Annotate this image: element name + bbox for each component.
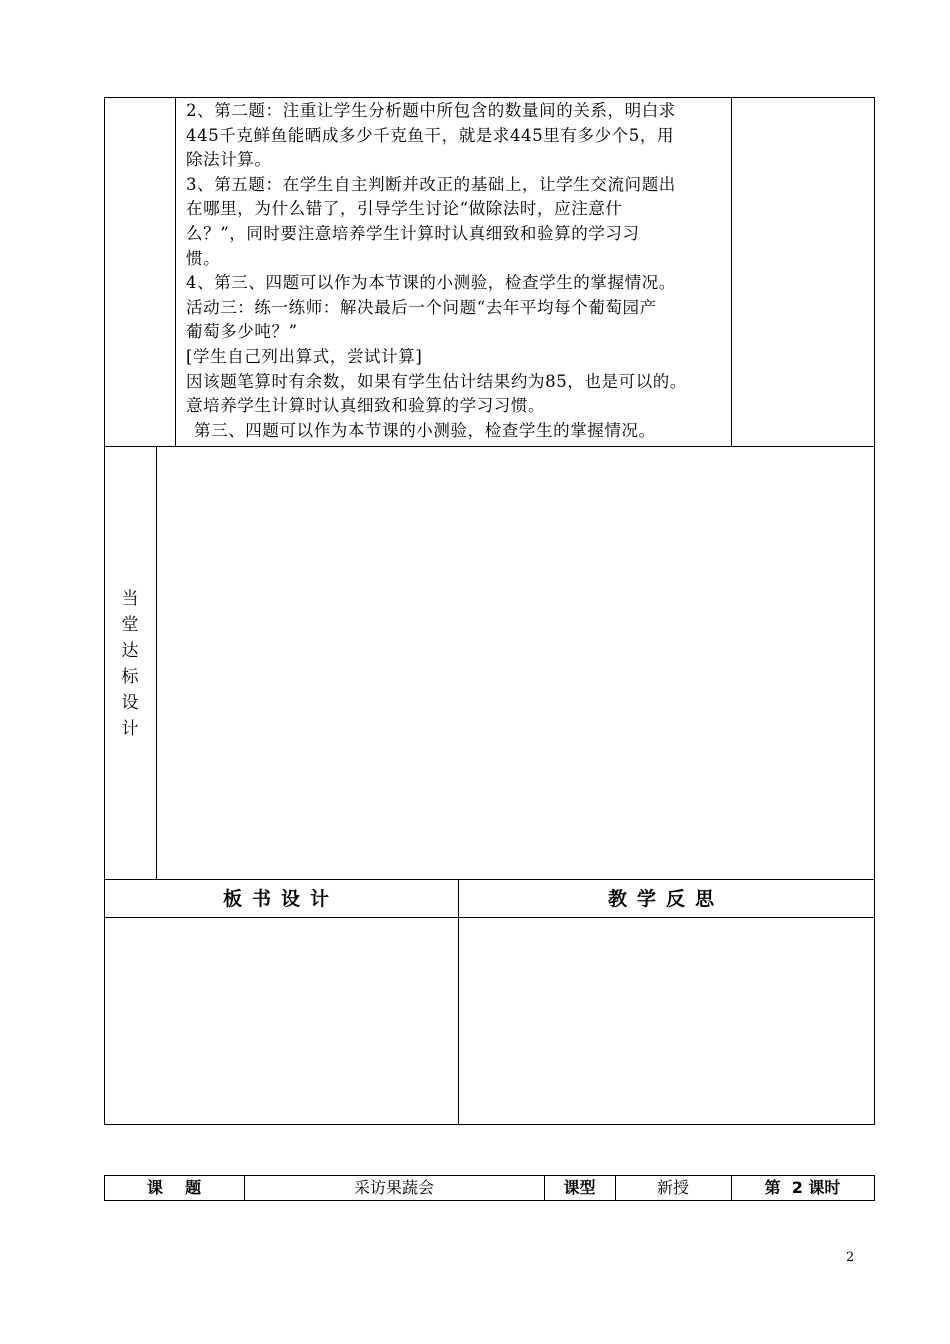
table-top-border	[104, 97, 875, 98]
board-bottom-border	[104, 1124, 875, 1125]
lesson-row-right	[874, 1175, 875, 1200]
label-char: 标	[121, 667, 139, 687]
label-char: 设	[121, 693, 139, 713]
activity-line: 除法计算。	[186, 150, 272, 170]
activity-bottom-border	[104, 446, 875, 447]
activity-line: [学生自己列出算式，尝试计算]	[186, 346, 423, 366]
label-char: 当	[121, 589, 139, 609]
target-design-label	[104, 586, 156, 742]
board-header-divider	[104, 917, 875, 918]
activity-line: 4、第三、四题可以作为本节课的小测验，检查学生的掌握情况。	[186, 273, 676, 293]
activity-line: 第三、四题可以作为本节课的小测验，检查学生的掌握情况。	[194, 420, 656, 440]
target-label-divider	[156, 446, 157, 879]
label-char: 计	[121, 719, 139, 739]
teaching-reflection-header: 教学反思	[607, 888, 724, 910]
activity-line: 在哪里，为什么错了，引导学生讨论“做除法时，应注意什	[186, 199, 623, 219]
activity-line: 葡萄多少吨？”	[186, 322, 298, 342]
activity-line: 3、第五题：在学生自主判断并改正的基础上，让学生交流问题出	[186, 174, 676, 194]
board-right-border	[874, 879, 875, 1124]
activity-line: 意培养学生计算时认真细致和验算的学习习惯。	[186, 396, 546, 416]
activity-left-divider	[175, 97, 176, 446]
activity-text	[186, 99, 726, 443]
topic-label: 课 题	[146, 1178, 202, 1197]
activity-line: 因该题笔算时有余数，如果有学生估计结果约为85，也是可以的。	[186, 371, 687, 391]
type-value: 新授	[656, 1178, 689, 1197]
table-left-border	[104, 97, 105, 879]
page-number: 2	[846, 1250, 855, 1265]
activity-line: 活动三：练一练师：解决最后一个问题“去年平均每个葡萄园产	[186, 297, 657, 317]
label-char: 堂	[121, 615, 139, 635]
activity-right-divider	[731, 97, 732, 446]
label-char: 达	[121, 641, 139, 661]
activity-line: 惯。	[186, 248, 221, 268]
board-design-header: 板书设计	[222, 888, 339, 910]
activity-line: 445千克鲜鱼能晒成多少千克鱼干，就是求445里有多少个5，用	[186, 125, 675, 145]
period-label: 第 2 课时	[764, 1178, 841, 1197]
target-bottom-border	[104, 879, 875, 880]
table-right-border	[874, 97, 875, 879]
activity-line: 2、第二题：注重让学生分析题中所包含的数量间的关系，明白求	[186, 101, 676, 120]
lesson-row-bottom	[104, 1200, 875, 1201]
type-label: 课型	[563, 1178, 596, 1197]
activity-line: 么？”，同时要注意培养学生计算时认真细致和验算的学习习	[186, 223, 640, 243]
topic-value: 采访果蔬会	[353, 1178, 434, 1197]
